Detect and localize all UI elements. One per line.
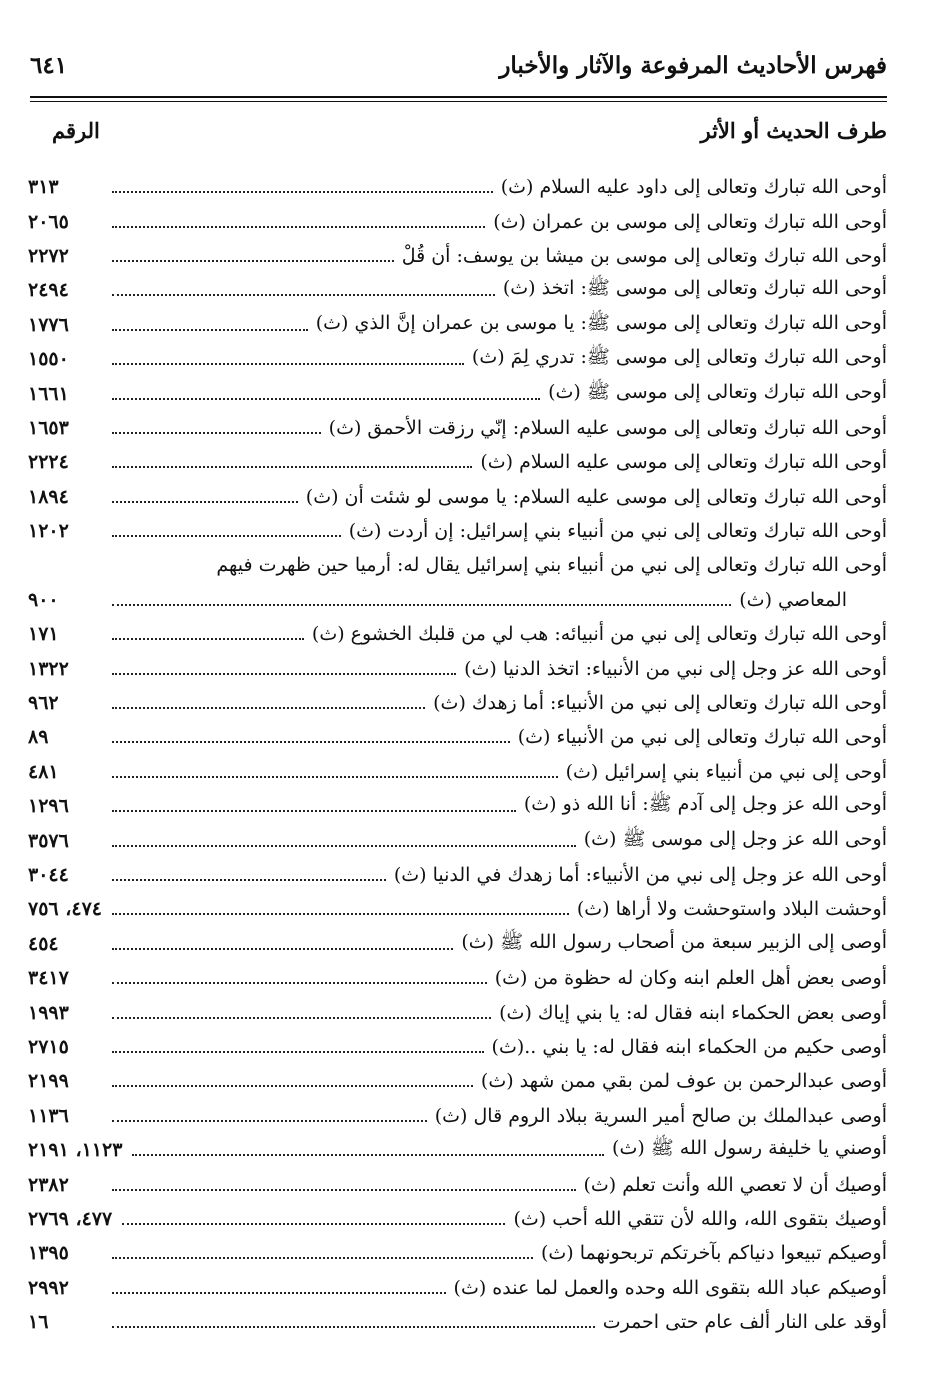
index-entry (28, 961, 887, 995)
index-entries (28, 170, 887, 1339)
entry-number: ٣١٣ (28, 176, 59, 199)
entry-number: ١٢٩٦ (28, 795, 69, 818)
entry-number: ١٣٢٢ (28, 657, 69, 680)
leader-dots (112, 398, 540, 400)
entry-text: أوصيك أن لا تعصي الله وأنت تعلم (ث) (583, 1173, 887, 1196)
index-entry (28, 858, 887, 892)
leader-dots (112, 673, 456, 675)
entry-number: ٢١٩٩ (28, 1070, 69, 1093)
entry-text: أوحى الله تبارك وتعالى إلى موسى بن عمران (ث) (493, 210, 887, 233)
entry-text: أوحى الله تبارك وتعالى إلى نبي من الأنبياء: أما زهدك (ث) (433, 692, 887, 715)
entry-text: أوصى حكيم من الحكماء ابنه فقال له: يا بني ..(ث) (491, 1035, 887, 1058)
entry-text: أوحى الله تبارك وتعالى إلى نبي من أنبيائه: هب لي من قلبك الخشوع (ث) (311, 623, 887, 646)
index-entry (28, 1167, 887, 1201)
index-entry (28, 239, 887, 273)
entry-text: أوقد على النار ألف عام حتى احمرت (602, 1311, 887, 1334)
entry-text: أوحى الله تبارك وتعالى إلى نبي من الأنبياء (ث) (517, 726, 887, 749)
entry-text: أوصى بعض أهل العلم ابنه وكان له حظوة من (ث) (494, 967, 887, 990)
entry-number: ٢٢٧٢ (28, 244, 69, 267)
entry-text: أوحى الله عز وجل إلى نبي من الأنبياء: اتخذ الدنيا (ث) (464, 657, 887, 680)
entry-number: ٤٧٤، ٧٥٦ (28, 898, 102, 921)
entry-text: أوصني يا خليفة رسول الله ﷺ (ث) (612, 1137, 887, 1160)
entry-number: ٤٨١ (28, 760, 59, 783)
entry-number: ١٥٥٠ (28, 348, 69, 371)
entry-number: ٤٥٤ (28, 932, 59, 955)
index-entry (28, 617, 887, 651)
entry-text: أوصى بعض الحكماء ابنه فقال له: يا بني إياك (ث) (499, 1001, 887, 1024)
entry-number: ١٢٠٢ (28, 520, 69, 543)
entry-text: أوحى الله تبارك وتعالى إلى موسى ﷺ: اتخذ (ث) (502, 277, 887, 300)
entry-number: ٢٩٩٢ (28, 1276, 69, 1299)
entry-number: ٩٠٠ (28, 588, 59, 611)
entry-number: ١٧١ (28, 623, 59, 646)
index-entry (28, 823, 887, 857)
entry-text: أوحى الله تبارك وتعالى إلى موسى بن ميشا بن يوسف: أن قُلْ (401, 244, 887, 267)
leader-dots (112, 1017, 491, 1019)
entry-number: ٢٣٨٢ (28, 1173, 69, 1196)
leader-dots (112, 879, 386, 881)
index-entry (28, 1202, 887, 1236)
column-headers (30, 118, 887, 148)
entry-number: ٣٥٧٦ (28, 829, 69, 852)
entry-text: أوصى إلى الزبير سبعة من أصحاب رسول الله ﷺ (ث) (461, 930, 887, 953)
entry-number: ٨٩ (28, 726, 49, 749)
page-number: ٦٤١ (30, 52, 68, 79)
index-entry (28, 892, 887, 926)
entry-text: أوحشت البلاد واستوحشت ولا أراها (ث) (576, 898, 887, 921)
index-entry (28, 789, 887, 823)
leader-dots (112, 501, 298, 503)
index-entry (28, 995, 887, 1029)
entry-number: ١٦ (28, 1311, 49, 1334)
index-entry (28, 445, 887, 479)
index-entry (28, 1236, 887, 1270)
leader-dots (112, 604, 731, 606)
page-title: فهرس الأحاديث المرفوعة والآثار والأخبار (499, 52, 887, 79)
leader-dots (112, 810, 516, 812)
index-entry (28, 548, 887, 617)
index-entry (28, 720, 887, 754)
entry-text: أوحى الله تبارك وتعالى إلى موسى عليه السلام: إنّي رزقت الأحمق (ث) (328, 416, 887, 439)
entry-text: أوحى الله تبارك وتعالى إلى داود عليه السلام (ث) (500, 176, 887, 199)
leader-dots (112, 845, 576, 847)
entry-text: أوصيكم عباد الله بتقوى الله وحده والعمل لما عنده (ث) (453, 1276, 887, 1299)
entry-number: ١١٢٣، ٢١٩١ (28, 1139, 123, 1162)
leader-dots (112, 191, 493, 193)
entry-number: ٢٠٦٥ (28, 210, 69, 233)
entry-text: أوحى الله تبارك وتعالى إلى موسى ﷺ (ث) (548, 380, 887, 403)
entry-text: أوحى الله عز وجل إلى موسى ﷺ (ث) (583, 827, 887, 850)
index-entry (28, 170, 887, 204)
leader-dots (112, 535, 341, 537)
leader-dots (112, 1085, 473, 1087)
leader-dots (112, 1051, 484, 1053)
leader-dots (112, 913, 569, 915)
index-entry (28, 1030, 887, 1064)
entry-number: ١٦٥٣ (28, 416, 69, 439)
entry-number: ١٧٧٦ (28, 313, 69, 336)
index-entry (28, 376, 887, 410)
leader-dots (112, 982, 487, 984)
entry-number: ٣٠٤٤ (28, 864, 69, 887)
index-entry (28, 480, 887, 514)
leader-dots (112, 707, 425, 709)
index-entry (28, 514, 887, 548)
header-rule-thin (30, 101, 887, 102)
index-entry (28, 1271, 887, 1305)
index-entry (28, 1064, 887, 1098)
entry-text: أوصى عبدالملك بن صالح أمير السرية ببلاد الروم قال (ث) (434, 1104, 887, 1127)
entry-text: أوحى الله تبارك وتعالى إلى نبي من أنبياء بني إسرائيل يقال له: أرميا حين ظهرت فيهم (216, 554, 887, 577)
leader-dots (112, 948, 453, 950)
index-entry (28, 342, 887, 376)
entry-number: ٣٤١٧ (28, 967, 69, 990)
entry-text: أوصيكم تبيعوا دنياكم بآخرتكم تربحونهما (ث) (540, 1242, 887, 1265)
index-entry (28, 927, 887, 961)
column-header-number: الرقم (52, 118, 100, 143)
entry-text: أوصيك بتقوى الله، والله لأن تتقي الله أحب (ث) (513, 1207, 887, 1230)
entry-number: ١٣٩٥ (28, 1242, 69, 1265)
leader-dots (112, 638, 304, 640)
entry-number: ١٩٩٣ (28, 1001, 69, 1024)
entry-number: ٤٧٧، ٢٧٦٩ (28, 1207, 113, 1230)
entry-text: أوحى الله تبارك وتعالى إلى موسى عليه السلام: يا موسى لو شئت أن (ث) (305, 485, 887, 508)
entry-number: ١٨٩٤ (28, 485, 69, 508)
entry-number: ٢٤٩٤ (28, 279, 69, 302)
leader-dots (122, 1223, 505, 1225)
leader-dots (132, 1154, 604, 1156)
leader-dots (112, 363, 464, 365)
entry-number: ٩٦٢ (28, 692, 59, 715)
entry-text: أوحى إلى نبي من أنبياء بني إسرائيل (ث) (565, 760, 887, 783)
leader-dots (112, 329, 308, 331)
entry-text: أوحى الله عز وجل إلى نبي من الأنبياء: أما زهدك في الدنيا (ث) (393, 864, 887, 887)
index-entry (28, 1099, 887, 1133)
leader-dots (112, 1189, 576, 1191)
index-entry (28, 686, 887, 720)
entry-number: ١١٣٦ (28, 1104, 69, 1127)
index-entry (28, 204, 887, 238)
leader-dots (112, 1292, 446, 1294)
entry-text: أوحى الله عز وجل إلى آدم ﷺ: أنا الله ذو (ث) (523, 793, 887, 816)
entry-text: أوحى الله تبارك وتعالى إلى موسى ﷺ: يا موسى بن عمران إنَّ الذي (ث) (315, 311, 887, 334)
entry-text: أوصى عبدالرحمن بن عوف لمن بقي ممن شهد (ث) (480, 1070, 887, 1093)
leader-dots (112, 776, 558, 778)
leader-dots (112, 226, 485, 228)
index-entry (28, 308, 887, 342)
entry-text-continued: المعاصي (ث) (739, 588, 847, 611)
leader-dots (112, 1326, 595, 1328)
entry-text: أوحى الله تبارك وتعالى إلى نبي من أنبياء بني إسرائيل: إن أردت (ث) (348, 520, 887, 543)
leader-dots (112, 1257, 533, 1259)
entry-number: ١٦٦١ (28, 382, 69, 405)
leader-dots (112, 1120, 427, 1122)
column-header-text: طرف الحديث أو الأثر (700, 118, 887, 143)
index-entry (28, 1133, 887, 1167)
index-entry (28, 1305, 887, 1339)
running-header (30, 52, 887, 88)
index-entry (28, 651, 887, 685)
entry-number: ٢٧١٥ (28, 1035, 69, 1058)
leader-dots (112, 466, 472, 468)
leader-dots (112, 741, 510, 743)
header-rule (30, 96, 887, 98)
entry-text: أوحى الله تبارك وتعالى إلى موسى ﷺ: تدري لِمَ (ث) (471, 346, 887, 369)
index-entry (28, 411, 887, 445)
leader-dots (112, 432, 321, 434)
leader-dots (112, 260, 394, 262)
leader-dots (112, 294, 495, 296)
index-entry (28, 755, 887, 789)
entry-text: أوحى الله تبارك وتعالى إلى موسى عليه السلام (ث) (480, 451, 887, 474)
entry-number: ٢٢٢٤ (28, 451, 69, 474)
index-entry (28, 273, 887, 307)
